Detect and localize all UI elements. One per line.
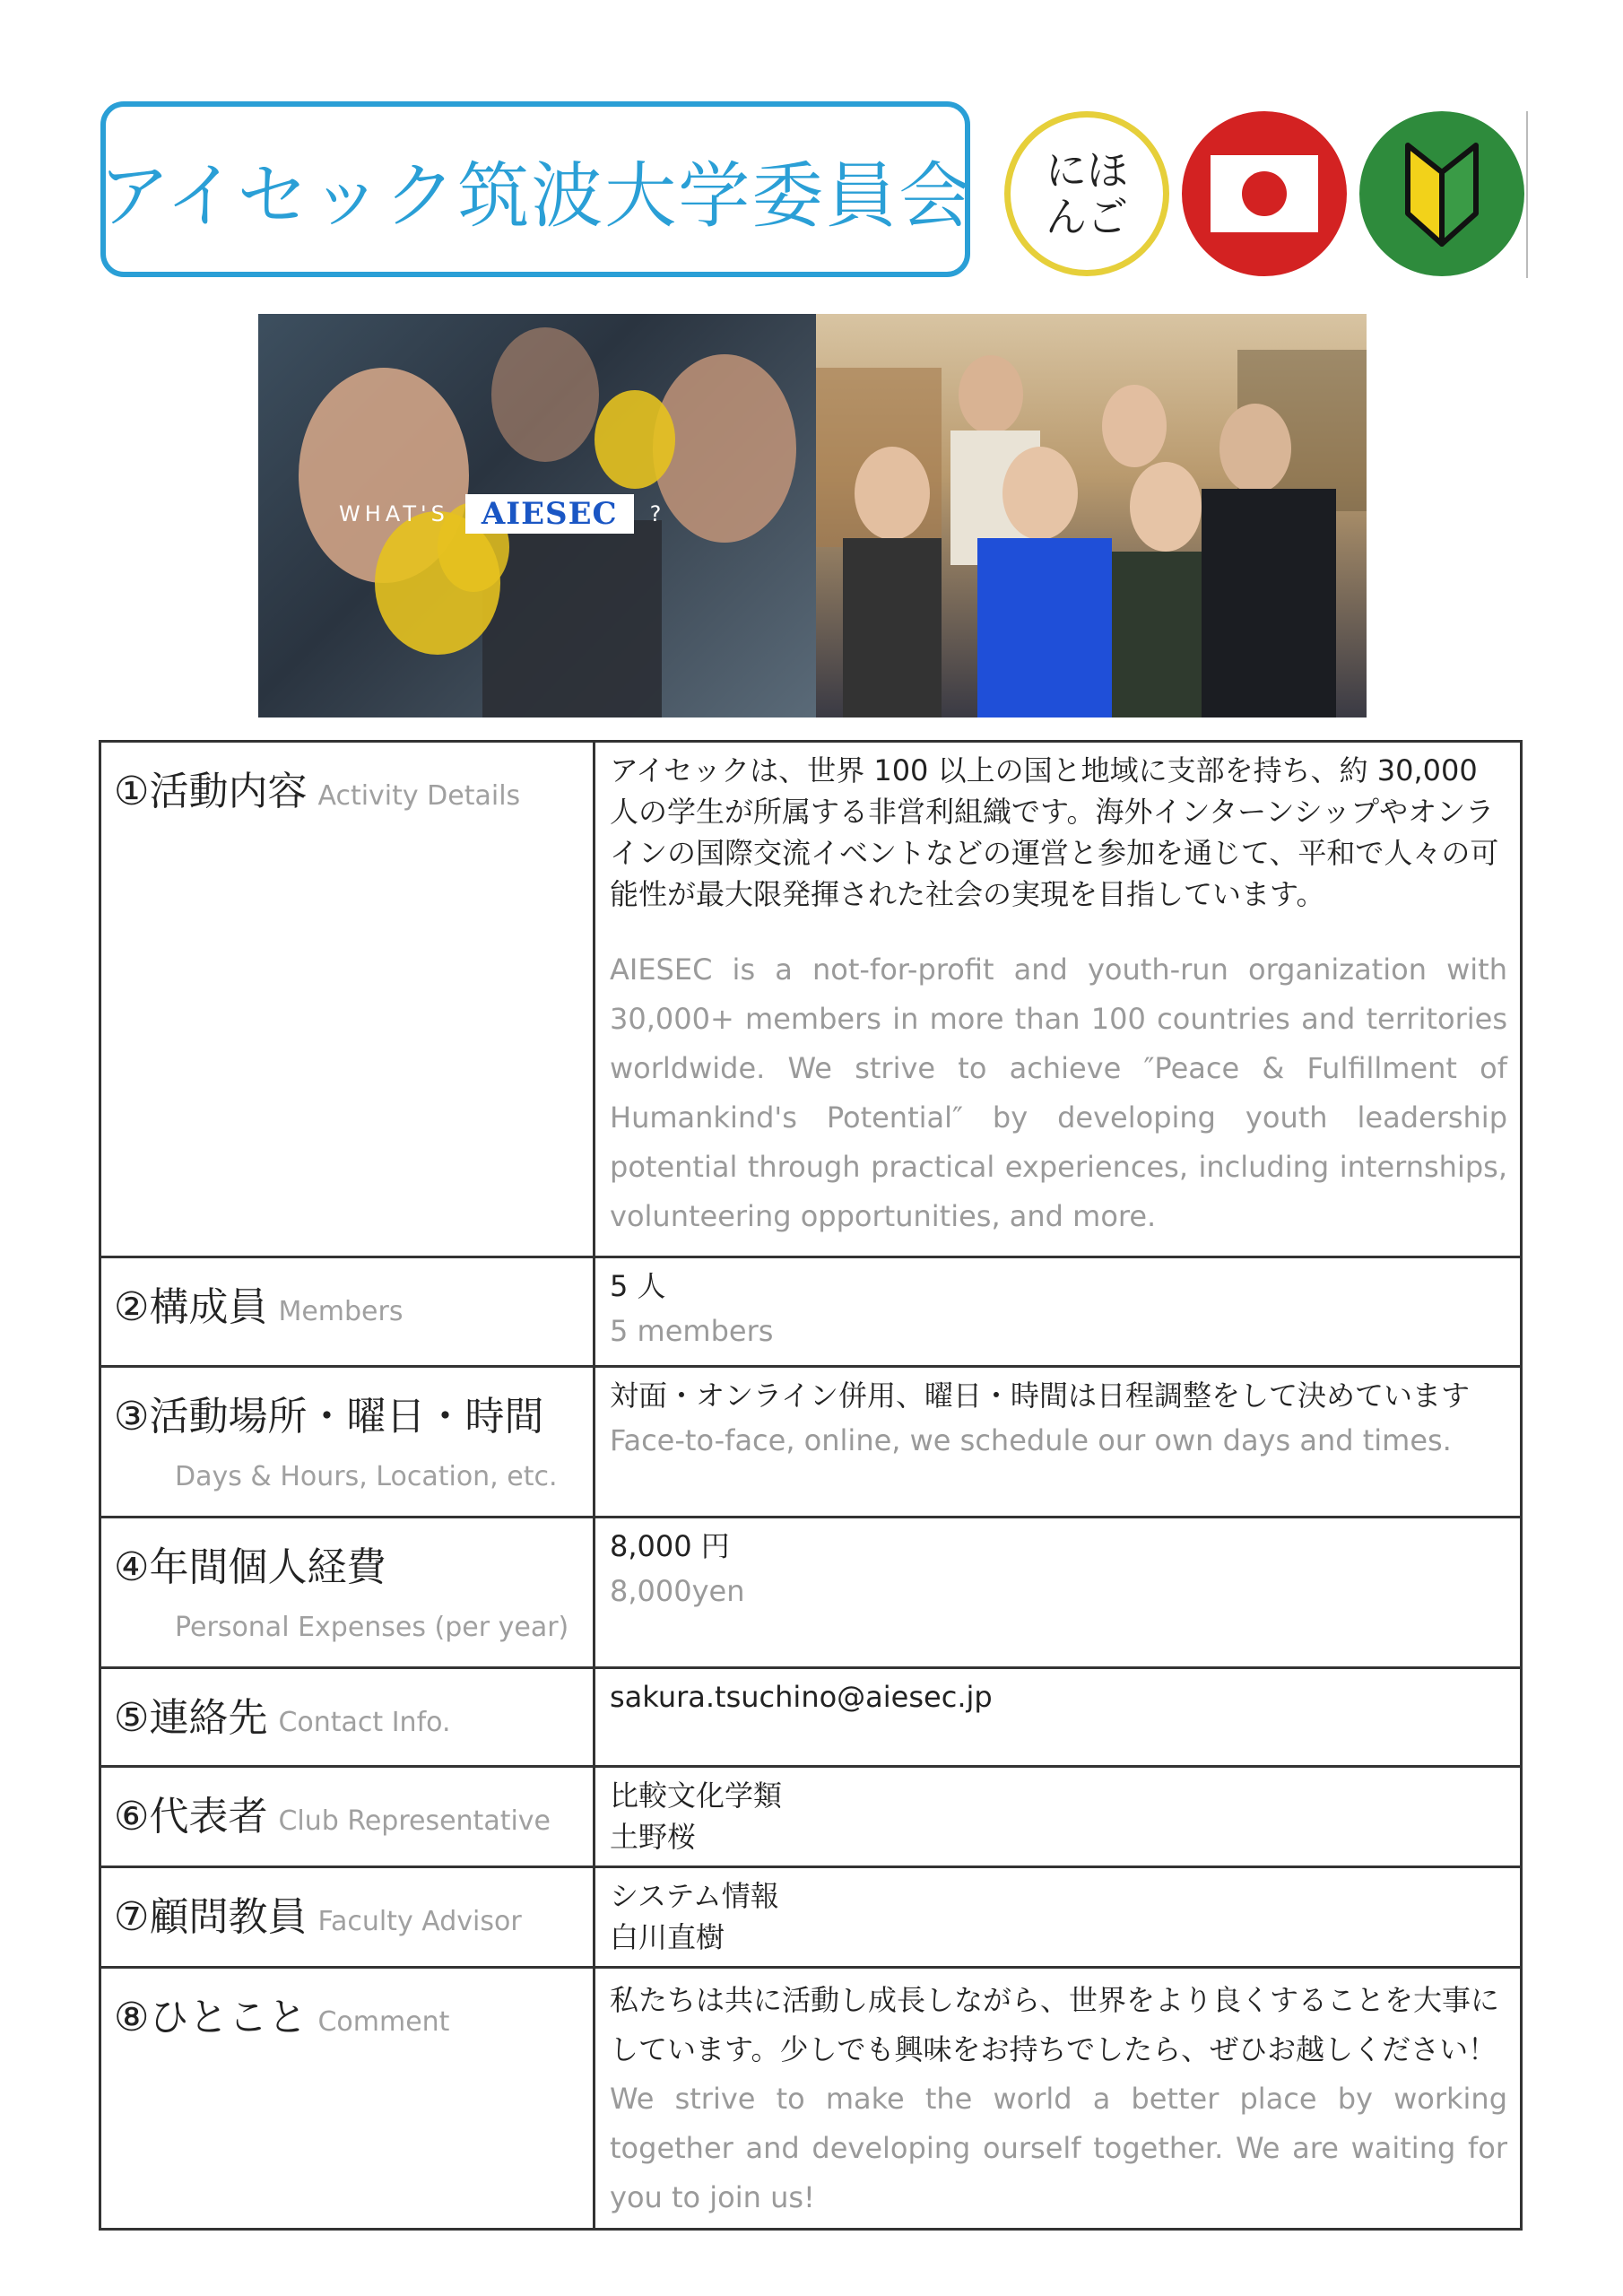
label-cell [100, 1518, 595, 1668]
content-cell [595, 1518, 1522, 1668]
content-cell [595, 1867, 1522, 1968]
location-en-text: Face-to-face, online, we schedule our own days and times. [610, 1423, 1452, 1457]
row-label-en: Personal Expenses (per year) [175, 1612, 569, 1643]
info-table [99, 740, 1523, 2231]
row-label-en: Club Representative [278, 1805, 551, 1837]
content-cell [595, 1767, 1522, 1867]
group-photo-illustration [816, 314, 1367, 718]
members-jp-text: 5 人 [610, 1269, 666, 1303]
activity-jp-text: アイセックは、世界 100 以上の国と地域に支部を持ち、約 30,000 人の学生が所属する非営利組織です。海外インターンシップやオンラインの国際交流イベントなどの運営と参加を通じて、平和で人々の可能性が最大限発揮された社会の実現を目指しています。 [610, 753, 1499, 911]
content-cell [595, 1367, 1522, 1518]
activity-en-text: AIESEC is a not-for-profit and youth-run organization with 30,000+ members in more than 100 countries and territories worldwide. We strive to achieve ″Peace & Fulfillment of Humankind's Potential″ by developing youth leadership potential through practical experiences, including internships, volunteering opportunities, and more. [610, 952, 1507, 1233]
japanese-language-badge [1004, 111, 1169, 276]
table-row [100, 1968, 1522, 2230]
representative-name: 土野桜 [610, 1820, 697, 1854]
group-photo [816, 314, 1367, 718]
aiesec-banner [339, 493, 760, 535]
table-row [100, 1867, 1522, 1968]
advisor-dept: システム情報 [610, 1879, 779, 1913]
row-label-jp: ②構成員 [114, 1284, 268, 1330]
row-label-jp: ⑥代表者 [114, 1794, 268, 1839]
contact-email: sakura.tsuchino@aiesec.jp [610, 1680, 993, 1714]
aiesec-logo: AIESEC [465, 494, 634, 534]
comment-jp-text: 私たちは共に活動し成長しながら、世界をより良くすることを大事にしています。少しでも興味をお持ちでしたら、ぜひお越しください！ [610, 1983, 1500, 2066]
label-cell [100, 1257, 595, 1367]
row-label-en: Days & Hours, Location, etc. [175, 1461, 558, 1492]
label-cell [100, 1867, 595, 1968]
whats-text: WHAT'S [339, 501, 449, 526]
title-box [98, 101, 973, 277]
content-cell [595, 1668, 1522, 1767]
row-label-jp: ⑤連絡先 [114, 1695, 268, 1741]
row-label-en: Members [278, 1296, 404, 1327]
table-row [100, 742, 1522, 1257]
label-cell [100, 1367, 595, 1518]
label-cell [100, 742, 595, 1257]
representative-dept: 比較文化学類 [610, 1779, 783, 1813]
aiesec-promo-photo [258, 314, 816, 718]
japanese-language-label: にほんご [1046, 146, 1128, 241]
table-row [100, 1767, 1522, 1867]
row-label-en: Activity Details [317, 780, 521, 812]
members-en-text: 5 members [610, 1314, 774, 1348]
table-row [100, 1668, 1522, 1767]
row-label-jp: ③活動場所・曜日・時間 [114, 1394, 544, 1439]
content-cell [595, 1968, 1522, 2230]
label-cell [100, 1968, 595, 2230]
flag-sun [1242, 171, 1287, 216]
expenses-en-text: 8,000yen [610, 1574, 745, 1608]
row-label-en: Comment [317, 2006, 450, 2038]
row-label-jp: ①活動内容 [114, 769, 308, 814]
row-label-jp: ④年間個人経費 [114, 1544, 386, 1590]
page-title: アイセック筑波大学委員会 [98, 153, 973, 238]
table-row [100, 1518, 1522, 1668]
row-label-en: Faculty Advisor [317, 1906, 522, 1937]
flag-rect [1211, 155, 1318, 232]
table-row [100, 1367, 1522, 1518]
advisor-name: 白川直樹 [610, 1920, 725, 1954]
divider [1526, 111, 1528, 278]
row-label-jp: ⑦顧問教員 [114, 1894, 308, 1940]
label-cell [100, 1668, 595, 1767]
beginner-leaf-icon [1397, 140, 1487, 248]
label-cell [100, 1767, 595, 1867]
question-mark: ? [649, 501, 662, 526]
row-label-jp: ⑧ひとこと [114, 1995, 308, 2040]
location-jp-text: 対面・オンライン併用、曜日・時間は日程調整をして決めています [610, 1378, 1471, 1413]
beginner-mark-icon [1359, 111, 1524, 276]
table-row [100, 1257, 1522, 1367]
row-label-en: Contact Info. [278, 1707, 451, 1738]
content-cell [595, 742, 1522, 1257]
japan-flag-icon [1182, 111, 1347, 276]
comment-en-text: We strive to make the world a better place by working together and developing ourself together. We are waiting for you to join us! [610, 2082, 1507, 2214]
expenses-jp-text: 8,000 円 [610, 1529, 730, 1563]
content-cell [595, 1257, 1522, 1367]
